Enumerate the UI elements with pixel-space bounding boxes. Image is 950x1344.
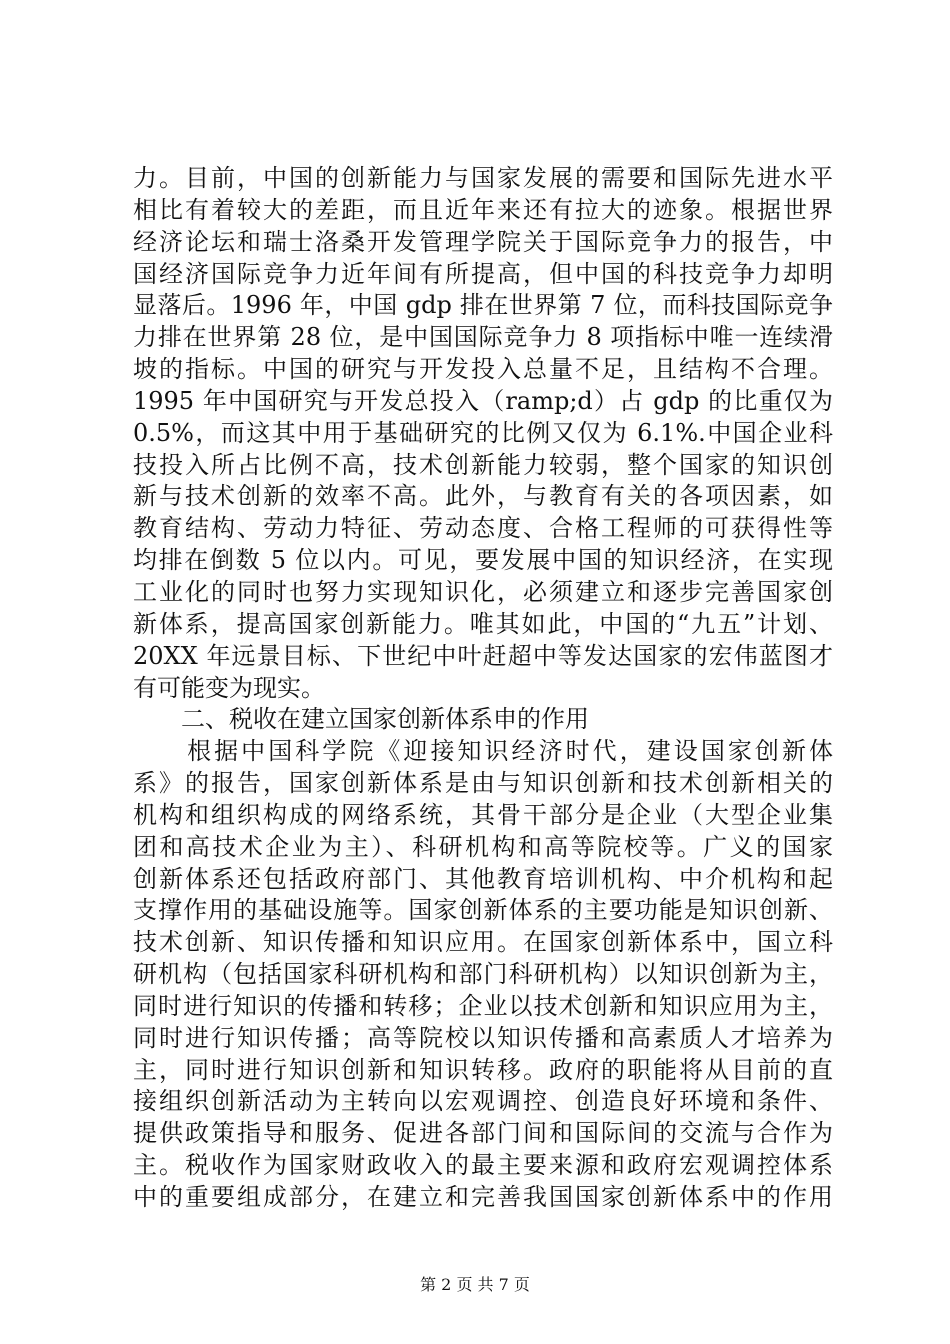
text-line: 提供政策指导和服务、促进各部门间和国际间的交流与合作为 xyxy=(133,1119,833,1148)
text-line: 技术创新、知识传播和知识应用。在国家创新体系中，国立科 xyxy=(133,928,833,957)
section-heading: 二、税收在建立国家创新体系申的作用 xyxy=(133,705,589,734)
text-line: 国经济国际竞争力近年间有所提高，但中国的科技竞争力却明 xyxy=(133,259,833,288)
text-line: 1995 年中国研究与开发总投入（ramp;d）占 gdp 的比重仅为 xyxy=(133,386,833,415)
text-line: 均排在倒数 5 位以内。可见，要发展中国的知识经济，在实现 xyxy=(133,546,833,575)
text-line: 接组织创新活动为主转向以宏观调控、创造良好环境和条件、 xyxy=(133,1087,833,1116)
text-line: 0.5%，而这其中用于基础研究的比例又仅为 6.1%.中国企业科 xyxy=(133,418,833,447)
text-line: 主。税收作为国家财政收入的最主要来源和政府宏观调控体系 xyxy=(133,1151,833,1180)
text-line: 研机构（包括国家科研机构和部门科研机构）以知识创新为主， xyxy=(133,960,833,989)
text-line: 教育结构、劳动力特征、劳动态度、合格工程师的可获得性等 xyxy=(133,514,833,543)
document-body xyxy=(133,163,833,1214)
text-line: 坡的指标。中国的研究与开发投入总量不足，且结构不合理。 xyxy=(133,355,833,384)
text-line: 有可能变为现实。 xyxy=(133,673,325,702)
text-line: 力。目前，中国的创新能力与国家发展的需要和国际先进水平 xyxy=(133,164,833,192)
text-line: 新与技术创新的效率不高。此外，与教育有关的各项因素，如 xyxy=(133,482,833,511)
text-line: 经济论坛和瑞士洛桑开发管理学院关于国际竞争力的报告，中 xyxy=(133,227,833,256)
page-number-footer: 第 2 页 共 7 页 xyxy=(420,1275,530,1294)
text-line: 机构和组织构成的网络系统，其骨干部分是企业（大型企业集 xyxy=(133,800,833,829)
text-line: 工业化的同时也努力实现知识化，必须建立和逐步完善国家创 xyxy=(133,577,833,606)
text-line: 支撑作用的基础设施等。国家创新体系的主要功能是知识创新、 xyxy=(133,896,833,925)
text-line: 团和高技术企业为主）、科研机构和高等院校等。广义的国家 xyxy=(133,832,833,861)
text-line: 20XX 年远景目标、下世纪中叶赶超中等发达国家的宏伟蓝图才 xyxy=(133,641,833,670)
text-line: 相比有着较大的差距，而且近年来还有拉大的迹象。根据世界 xyxy=(133,195,833,224)
text-line: 同时进行知识传播；高等院校以知识传播和高素质人才培养为 xyxy=(133,1023,833,1052)
text-line: 根据中国科学院《迎接知识经济时代，建设国家创新体 xyxy=(133,737,833,766)
text-line: 新体系，提高国家创新能力。唯其如此，中国的“九五”计划、 xyxy=(133,609,833,638)
text-line: 同时进行知识的传播和转移；企业以技术创新和知识应用为主， xyxy=(133,991,833,1020)
paragraph-2 xyxy=(133,736,833,1214)
paragraph-1 xyxy=(133,163,833,704)
text-line: 主，同时进行知识创新和知识转移。政府的职能将从目前的直 xyxy=(133,1055,833,1084)
text-line: 技投入所占比例不高，技术创新能力较弱，整个国家的知识创 xyxy=(133,450,833,479)
text-line: 创新体系还包括政府部门、其他教育培训机构、中介机构和起 xyxy=(133,864,833,893)
text-line: 中的重要组成部分，在建立和完善我国国家创新体系中的作用 xyxy=(133,1183,833,1211)
text-line: 系》的报告，国家创新体系是由与知识创新和技术创新相关的 xyxy=(133,769,833,798)
text-line: 显落后。1996 年，中国 gdp 排在世界第 7 位，而科技国际竞争 xyxy=(133,291,833,320)
text-line: 力排在世界第 28 位，是中国国际竞争力 8 项指标中唯一连续滑 xyxy=(133,323,833,352)
